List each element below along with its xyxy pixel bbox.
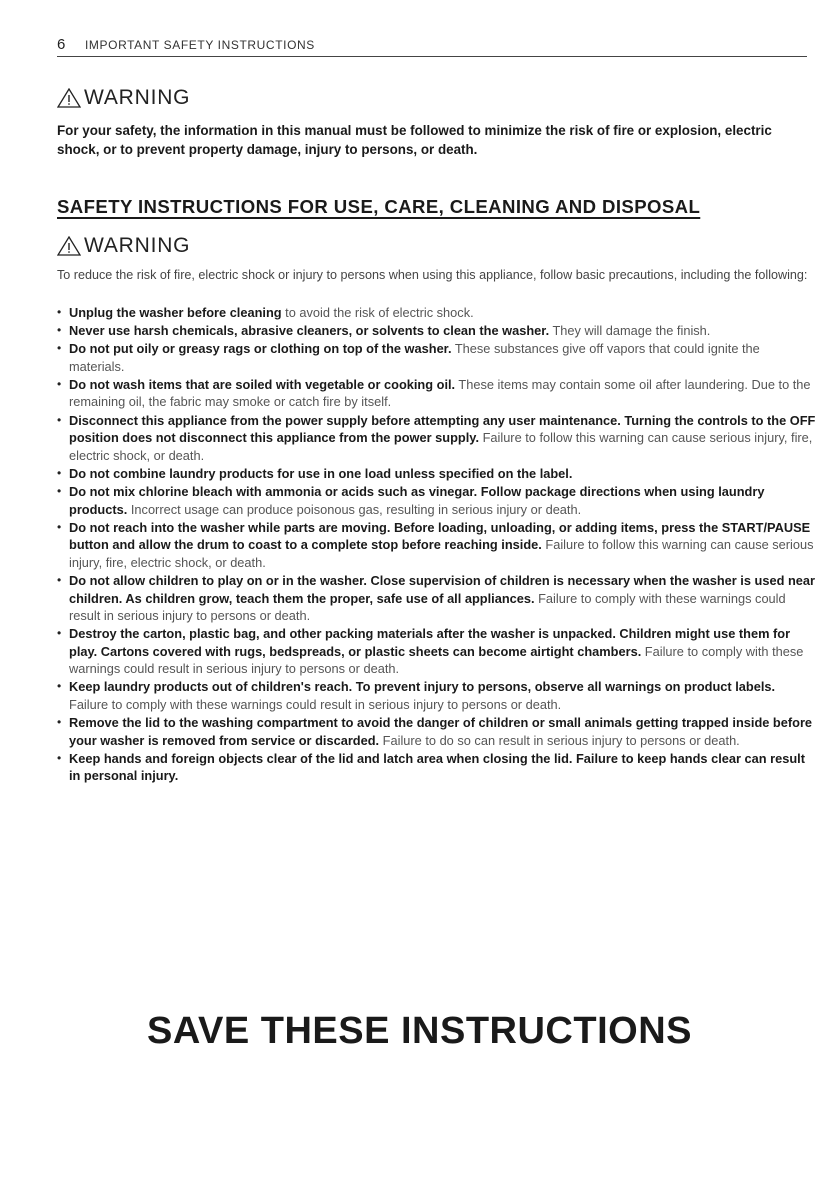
page-header [57,36,807,57]
list-item [57,572,817,625]
bullet-bold-text: Do not combine laundry products for use in one load unless specified on the label. [69,465,573,481]
bullet-body-text: These items may contain some oil after laundering. Due to the remaining oil, the fabric may smoke or catch fire by itself. [69,376,811,410]
warning-triangle-icon [57,236,83,256]
bullet-body-text: Failure to do so can result in serious injury to persons or death. [379,732,740,748]
bullet-body-text: Failure to comply with these warnings could result in serious injury to persons or death. [69,643,804,677]
bullet-bold-text: Remove the lid to the washing compartment to avoid the danger of children or small animals getting trapped inside before your washer is removed from service or discarded. [69,715,813,748]
bullet-bold-text: Unplug the washer before cleaning [69,305,282,320]
list-item [57,304,817,322]
warning-label: WARNING [84,234,191,257]
bullet-bold-text: Destroy the carton, plastic bag, and other packing materials after the washer is unpacked. Children might use them for play. Cartons covered with rugs, bedspreads, or plastic sheets can become airtight chambers. [69,626,791,659]
bullet-body-text: Failure to follow this warning can cause serious injury, fire, electric shock, or death. [69,537,814,570]
header-title: IMPORTANT SAFETY INSTRUCTIONS [85,38,315,52]
bullet-body-text: to avoid the risk of electric shock. [281,305,474,320]
list-item [57,340,817,375]
bullet-bold-text: Keep hands and foreign objects clear of the lid and latch area when closing the lid. Failure to keep hands clear can result in personal injury. [69,750,806,784]
list-item [57,714,817,749]
bullet-bold-text: Do not reach into the washer while parts are moving. Before loading, unloading, or adding items, press the START/PAUSE button and allow the drum to coast to a complete stop before reaching inside. [69,519,811,553]
bullet-bold-text: Disconnect this appliance from the power supply before attempting any user maintenance. Turning the controls to the OFF position does not disconnect this appliance from the power supply. [69,412,816,446]
list-item [57,465,817,483]
bullet-bold-text: Do not wash items that are soiled with vegetable or cooking oil. [69,376,456,392]
bullet-bold-text: Keep laundry products out of children's reach. To prevent injury to persons, observe all warnings on product labels. [69,679,776,695]
safety-bullet-list [57,304,817,786]
bullet-body-text: Failure to comply with these warnings could result in serious injury to persons or death. [69,697,562,713]
bullet-bold-text: Do not allow children to play on or in the washer. Close supervision of children is necessary when the washer is used near children. As children grow, teach them the proper, safe use of all appliances. [69,572,815,606]
list-item [57,519,817,572]
bullet-body-text: Failure to follow this warning can cause serious injury, fire, electric shock, or death. [69,430,813,463]
warning-heading [57,86,190,110]
save-instructions-title: SAVE THESE INSTRUCTIONS [147,1010,692,1052]
list-item [57,412,817,465]
list-item [57,483,817,518]
list-item [57,750,817,785]
safety-intro-text: For your safety, the information in this manual must be followed to minimize the risk of fire or explosion, electric shock, or to prevent property damage, injury to persons, or death. [57,123,772,157]
bullet-bold-text: Never use harsh chemicals, abrasive cleaners, or solvents to clean the washer. [69,323,550,339]
page-number: 6 [57,36,66,53]
bullet-bold-text: Do not put oily or greasy rags or clothing on top of the washer. [69,341,452,357]
warning-triangle-icon [57,88,83,108]
warning-label: WARNING [84,86,191,109]
list-item [57,625,817,678]
bullet-body-text: These substances give off vapors that could ignite the materials. [69,341,760,374]
bullet-body-text: They will damage the finish. [549,323,711,339]
list-item [57,678,817,713]
list-item [57,376,817,411]
list-item [57,322,817,340]
warning-heading [57,234,190,258]
bullet-body-text: Failure to comply with these warnings could result in serious injury to persons or death. [69,590,786,624]
precautions-intro: To reduce the risk of fire, electric shock or injury to persons when using this appliance, follow basic precautions, including the following: [57,268,808,282]
section-title: SAFETY INSTRUCTIONS FOR USE, CARE, CLEANING AND DISPOSAL [57,196,701,217]
bullet-bold-text: Do not mix chlorine bleach with ammonia or acids such as vinegar. Follow package directions when using laundry products. [69,483,765,517]
bullet-body-text: Incorrect usage can produce poisonous gas, resulting in serious injury or death. [127,501,582,517]
